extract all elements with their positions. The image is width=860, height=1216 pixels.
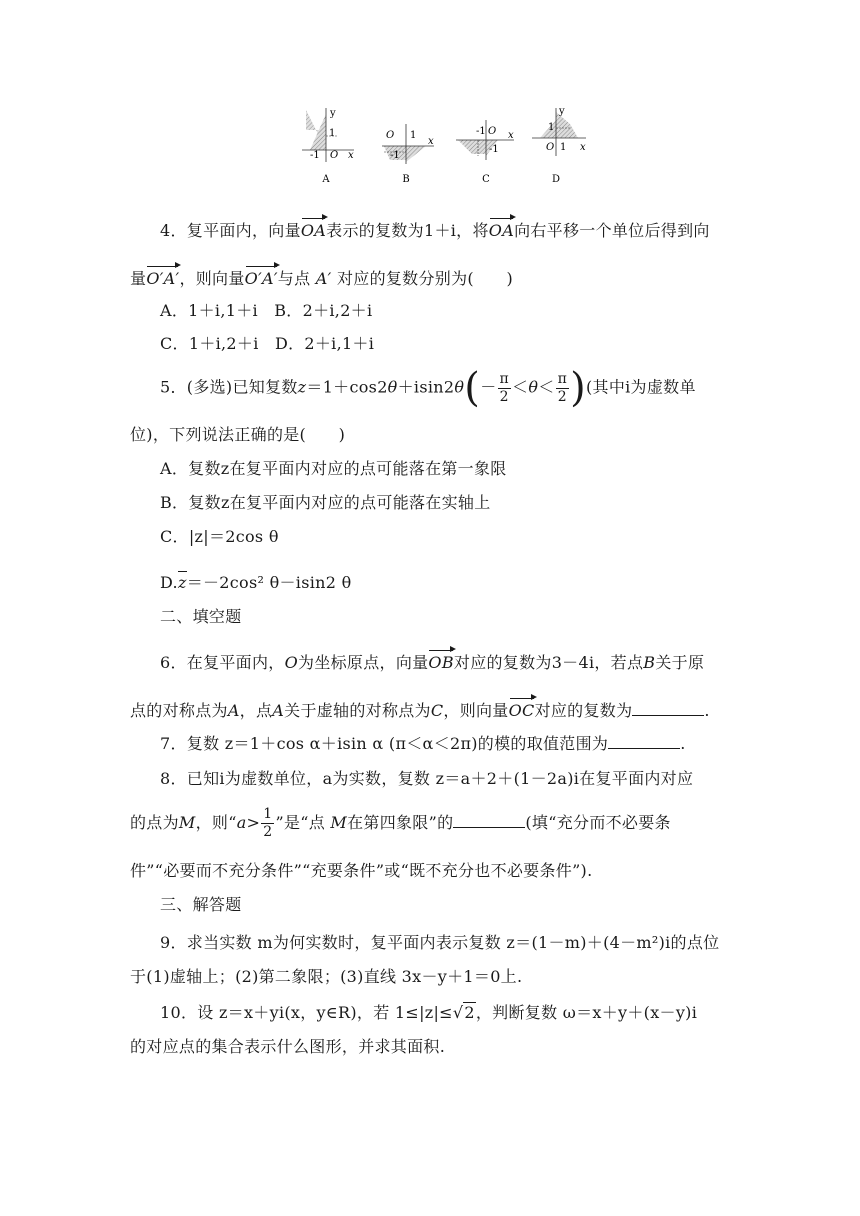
q5-text-b: ＝1＋cos2 xyxy=(306,377,388,397)
q5-text-e: 位)，下列说法正确的是( ) xyxy=(130,425,346,444)
graph-c xyxy=(456,120,514,185)
q8-line-2 xyxy=(130,806,671,841)
graph-a-y-label: y xyxy=(330,108,336,119)
q5-option-a: A．复数z在复平面内对应的点可能落在第一象限 xyxy=(160,459,507,478)
q5-minus: － xyxy=(480,377,497,397)
q10-text-b: ，判断复数 ω＝x＋y＋(x－y)i xyxy=(475,1003,698,1022)
q10-line-2: 的对应点的集合表示什么图形，并求其面积. xyxy=(130,1037,446,1056)
q8-text-c: ”是“点 xyxy=(275,813,326,832)
q6-answer-blank[interactable] xyxy=(632,701,704,716)
graph-b-one-label: 1 xyxy=(410,130,417,141)
q5-text-d: (其中i为虚数单 xyxy=(586,377,696,397)
frac-den: 2 xyxy=(263,824,273,840)
q10-text-a: 10．设 z＝x＋yi(x，y∈R)，若 1≤|z|≤ xyxy=(160,1003,453,1022)
graph-a-origin-label: O xyxy=(330,150,339,161)
q7-line xyxy=(160,731,686,754)
q5-theta-2: θ xyxy=(454,377,465,397)
frac-num: 1 xyxy=(263,806,273,822)
graph-b-caption: B xyxy=(402,174,410,185)
graph-d-one-label: 1 xyxy=(548,122,555,133)
q5-text-c: ＋isin2 xyxy=(397,377,455,397)
q5-number: 5． xyxy=(160,377,187,397)
graph-a-neg-one-label: -1 xyxy=(310,150,320,161)
q4-options-row-1 xyxy=(160,298,372,321)
graph-b-x-label: x xyxy=(428,136,434,147)
q5-option-c: C．|z|＝2cos θ xyxy=(160,527,279,546)
q4-text-e: ，则向量 xyxy=(179,269,245,288)
graph-a-caption: A xyxy=(322,174,330,185)
sqrt-radicand: 2 xyxy=(464,1003,475,1022)
q4-text-f: 与点 xyxy=(277,269,311,288)
graph-b-neg-one-label: -1 xyxy=(390,150,400,161)
q6-text-h: ，则向量 xyxy=(443,701,509,720)
q8-m: M xyxy=(178,813,196,832)
frac-den: 2 xyxy=(557,388,567,405)
q8-line-1: 8．已知i为虚数单位，a为实数，复数 z＝a＋2＋(1－2a)i在复平面内对应 xyxy=(160,769,694,788)
q5-option-d xyxy=(160,570,352,593)
q8-gt: > xyxy=(246,813,261,832)
vector-ob: OB xyxy=(428,653,454,672)
q6-line-2 xyxy=(130,698,710,721)
q6-number: 6． xyxy=(160,653,187,672)
vector-o-prime-a-prime-2: O′A′ xyxy=(244,269,278,288)
q4-line-2 xyxy=(130,266,513,289)
graph-d-caption: D xyxy=(551,174,561,185)
q4-text-c: 向右平移一个单位后得到向 xyxy=(514,221,710,240)
q5-option-d-text: ＝－2cos² θ－isin2 θ xyxy=(186,573,352,592)
q5-theta-3: θ xyxy=(528,377,539,397)
q6-c: C xyxy=(430,701,444,720)
q5-text-a: (多选)已知复数 xyxy=(186,377,298,397)
q6-o: O xyxy=(284,653,299,672)
q8-text-b: ，则“ xyxy=(195,813,237,832)
graph-c-caption: C xyxy=(482,174,490,185)
vector-oa-2: OA xyxy=(488,221,515,240)
sqrt-2: √2 xyxy=(452,1003,475,1022)
frac-num: π xyxy=(499,370,510,387)
q5-lt-2: ＜ xyxy=(538,377,555,397)
q8-answer-blank[interactable] xyxy=(453,813,525,828)
q9-line-1: 9．求当实数 m为何实数时，复平面内表示复数 z＝(1－m)＋(4－m²)i的点位 xyxy=(160,933,720,952)
q6-text-d: 关于原 xyxy=(655,653,705,672)
vector-o-prime-a-prime: O′A′ xyxy=(146,269,180,288)
q5-line-2 xyxy=(130,422,345,445)
q8-line-3: 件”“必要而不充分条件”“充要条件”或“既不充分也不必要条件”). xyxy=(130,861,593,880)
graph-a-one-label: 1 xyxy=(329,128,336,139)
section-answer-title: 三、解答题 xyxy=(160,895,242,914)
q6-text-b: 为坐标原点，向量 xyxy=(298,653,429,672)
graph-b-origin-label: O xyxy=(386,130,395,141)
left-paren: ( xyxy=(464,365,481,411)
vector-oc: OC xyxy=(508,701,535,720)
frac-den: 2 xyxy=(499,388,509,405)
q6-text-i: 对应的复数为 xyxy=(534,701,633,720)
q4-option-b: B．2＋i,2＋i xyxy=(274,301,373,320)
q6-a: A xyxy=(227,701,240,720)
q6-line-1 xyxy=(160,650,704,673)
q8-m-2: M xyxy=(330,813,348,832)
q4-line-1 xyxy=(160,218,710,241)
right-paren: ) xyxy=(570,365,586,411)
vector-oa: OA xyxy=(300,221,327,240)
graph-d-x-label: x xyxy=(580,142,586,153)
q4-option-c: C．1＋i,2＋i xyxy=(160,334,259,353)
q8-a: a xyxy=(236,813,247,832)
q4-number: 4． xyxy=(160,221,187,240)
fraction-pi-over-2-a xyxy=(498,371,512,406)
q4-options-row-2 xyxy=(160,331,374,354)
q5-theta-1: θ xyxy=(387,377,398,397)
fraction-pi-over-2-b xyxy=(556,371,570,406)
q9-line-2: 于(1)虚轴上；(2)第二象限；(3)直线 3x－y＋1＝0上. xyxy=(130,967,523,986)
q7-end: . xyxy=(680,734,686,753)
q4-option-d: D．2＋i,1＋i xyxy=(274,334,375,353)
graph-a xyxy=(302,108,354,185)
graph-c-x-label: x xyxy=(508,130,514,141)
q6-text-c: 对应的复数为3－4i，若点 xyxy=(453,653,644,672)
graph-d xyxy=(532,106,586,185)
q8-text-d: 在第四象限”的 xyxy=(347,813,454,832)
q6-end: . xyxy=(704,701,710,720)
graph-d-origin-label: O xyxy=(546,142,555,153)
conjugate-z: z xyxy=(177,573,187,592)
q5-z: z xyxy=(297,377,307,397)
q5-line-1 xyxy=(160,365,696,411)
graph-c-neg-one-y-label: -1 xyxy=(489,144,499,155)
q7-answer-blank[interactable] xyxy=(608,734,680,749)
graph-d-one-x-label: 1 xyxy=(560,142,567,153)
q4-text-d: 量 xyxy=(130,269,147,288)
q5-option-b: B．复数z在复平面内对应的点可能落在实轴上 xyxy=(160,493,491,512)
frac-num: π xyxy=(557,370,568,387)
q4-text-b: 表示的复数为1＋i，将 xyxy=(326,221,489,240)
q6-a-2: A xyxy=(272,701,285,720)
graph-a-x-label: x xyxy=(348,150,354,161)
q6-b: B xyxy=(643,653,656,672)
q5-lt-1: ＜ xyxy=(512,377,529,397)
point-a-prime: A′ xyxy=(315,269,332,288)
q6-text-e: 点的对称点为 xyxy=(130,701,228,720)
q8-text-e: (填“充分而不必要条 xyxy=(525,813,671,832)
graph-c-origin-label: O xyxy=(488,126,497,137)
graph-b xyxy=(382,124,434,185)
q4-option-a: A．1＋i,1＋i xyxy=(160,301,258,320)
q6-text-g: 关于虚轴的对称点为 xyxy=(284,701,431,720)
q7-text: 7．复数 z＝1＋cos α＋isin α (π＜α＜2π)的模的取值范围为 xyxy=(160,734,609,753)
q4-text-g: 对应的复数分别为( ) xyxy=(336,269,514,288)
q4-text-a: 复平面内，向量 xyxy=(186,221,301,240)
section-fill-in-title: 二、填空题 xyxy=(160,607,242,626)
option-graphs-figure xyxy=(296,100,596,190)
q6-text-a: 在复平面内， xyxy=(186,653,285,672)
q10-line-1 xyxy=(160,1000,697,1023)
fraction-one-half xyxy=(261,806,274,841)
q8-text-a: 的点为 xyxy=(130,813,179,832)
graph-c-neg-one-label: -1 xyxy=(476,126,486,137)
q6-text-f: ，点 xyxy=(239,701,273,720)
q5-option-d-label: D. xyxy=(160,573,178,592)
graph-d-y-label: y xyxy=(559,106,565,117)
